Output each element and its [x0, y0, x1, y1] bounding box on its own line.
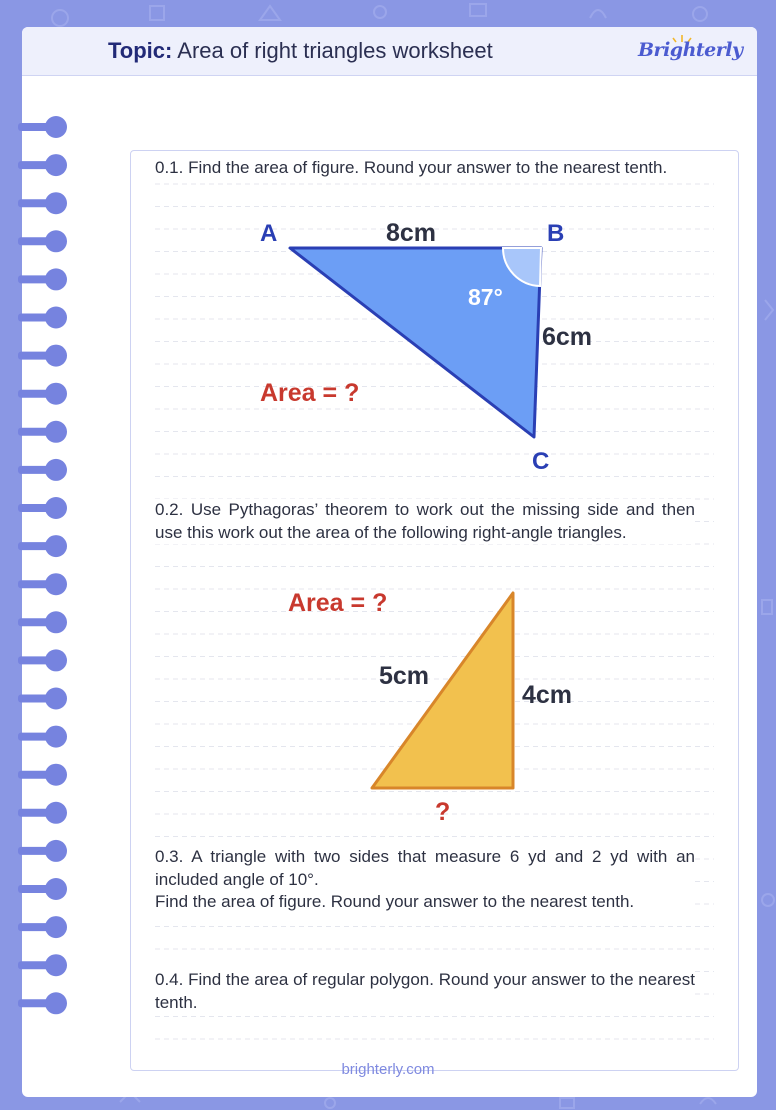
question-3 — [155, 846, 695, 914]
question-3-text-2: Find the area of figure. Round your answer to the nearest tenth. — [155, 892, 635, 911]
spiral-ring — [45, 307, 67, 329]
spiral-ring — [45, 116, 67, 138]
area-prompt-2: Area = ? — [288, 589, 388, 617]
spiral-ring — [45, 726, 67, 748]
question-4-text: 0.4. Find the area of regular polygon. Round your answer to the nearest tenth. — [155, 970, 695, 1012]
spiral-ring — [45, 497, 67, 519]
question-1-text: 0.1. Find the area of figure. Round your answer to the nearest tenth. — [155, 158, 668, 177]
question-card — [130, 150, 739, 1071]
spiral-ring — [45, 840, 67, 862]
spiral-ring — [45, 573, 67, 595]
question-3-text: 0.3. A triangle with two sides that measure 6 yd and 2 yd with an included angle of 10°. — [155, 847, 695, 889]
spiral-ring — [45, 345, 67, 367]
spiral-ring — [45, 802, 67, 824]
spiral-ring — [45, 992, 67, 1014]
vertical-side-label: 4cm — [522, 681, 573, 709]
figure-2-triangle — [131, 151, 738, 851]
side-bc-label: 6cm — [542, 323, 593, 351]
spiral-ring — [45, 383, 67, 405]
area-prompt-1: Area = ? — [260, 379, 360, 407]
topic-title: Area of right triangles worksheet — [177, 38, 493, 63]
header-bar — [22, 27, 757, 76]
brand-logo: Brighterly — [638, 39, 743, 61]
worksheet-page — [22, 27, 757, 1097]
hypotenuse-label: 5cm — [379, 662, 430, 690]
page-title — [108, 38, 493, 64]
angle-label: 87° — [468, 284, 503, 310]
spiral-ring — [45, 954, 67, 976]
vertex-a-label: A — [260, 220, 278, 247]
spiral-ring — [45, 688, 67, 710]
topic-label: Topic: — [108, 38, 173, 63]
spiral-ring — [45, 611, 67, 633]
spiral-ring — [45, 535, 67, 557]
spiral-ring — [45, 154, 67, 176]
spiral-ring — [45, 764, 67, 786]
vertex-c-label: C — [532, 448, 550, 475]
spiral-ring — [45, 649, 67, 671]
spiral-ring — [45, 268, 67, 290]
spiral-ring — [45, 230, 67, 252]
question-2-text: 0.2. Use Pythagoras’ theorem to work out the missing side and then use this work out the area of the following right-angle triangles. — [155, 500, 695, 542]
side-ab-label: 8cm — [386, 219, 437, 247]
spiral-ring — [45, 192, 67, 214]
spiral-ring — [45, 916, 67, 938]
spiral-ring — [45, 878, 67, 900]
vertex-b-label: B — [547, 220, 565, 247]
question-4 — [155, 969, 695, 1014]
footer-link[interactable]: brighterly.com — [341, 1061, 435, 1078]
unknown-side-label: ? — [435, 798, 451, 826]
triangle-yellow — [372, 593, 513, 788]
spiral-ring — [45, 459, 67, 481]
notebook-spiral — [0, 0, 80, 1110]
spiral-ring — [45, 421, 67, 443]
